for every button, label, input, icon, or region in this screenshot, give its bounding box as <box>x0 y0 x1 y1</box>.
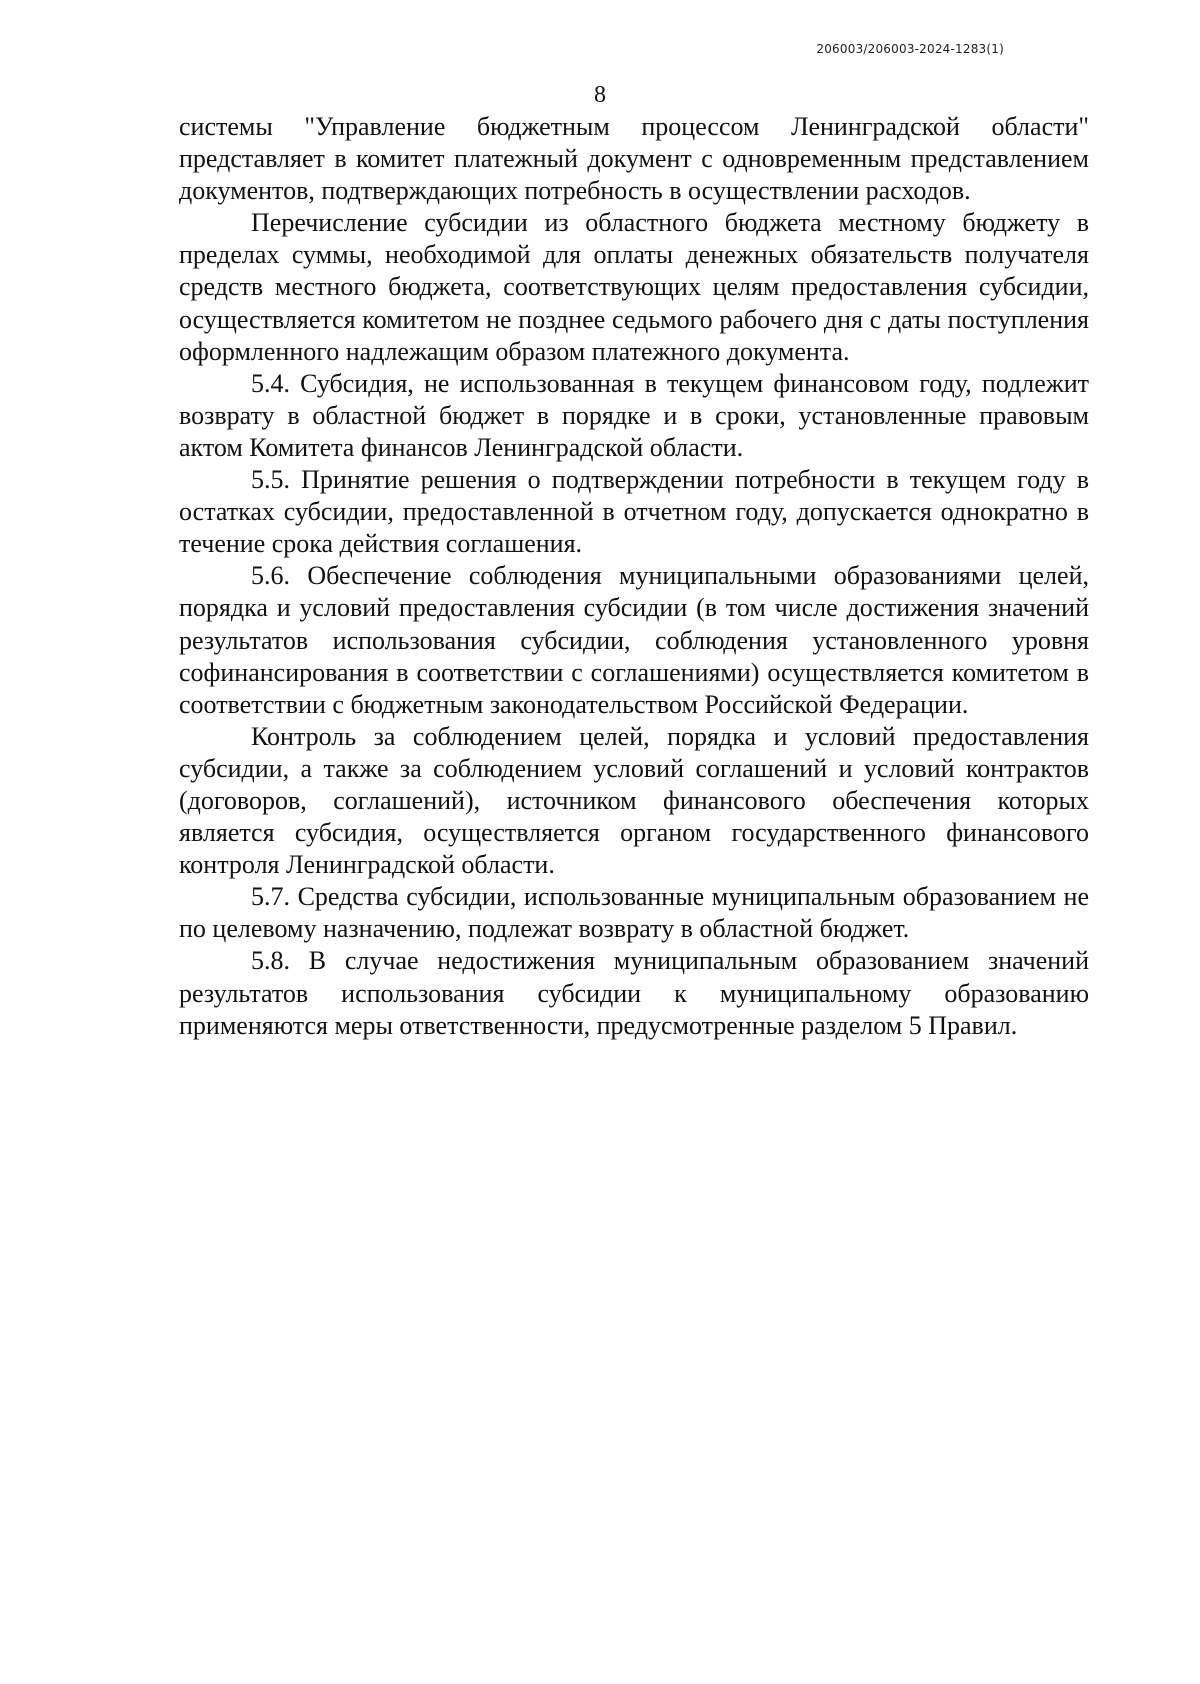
paragraph-5-7: 5.7. Средства субсидии, использованные муниципальным образованием не по целевому назначению, подлежат возврату в областной бюджет. <box>179 882 1089 944</box>
paragraph-5-6: 5.6. Обеспечение соблюдения муниципальными образованиями целей, порядка и условий предоставления субсидии (в том числе достижения значений результатов использования субсидии, соблюдения установленного уровня софинансирования в соответствии с соглашениями) осуществляется комитетом в соответствии с бюджетным законодательством Российской Федерации. <box>179 561 1089 719</box>
paragraph-5-4: 5.4. Субсидия, не использованная в текущем финансовом году, подлежит возврату в областной бюджет в порядке и в сроки, установленные правовым актом Комитета финансов Ленинградской области. <box>179 368 1089 462</box>
paragraph-continuation: системы "Управление бюджетным процессом Ленинградской области" представляет в комитет платежный документ с одновременным представлением документов, подтверждающих потребность в осуществлении расходов. <box>179 112 1089 206</box>
paragraph-control: Контроль за соблюдением целей, порядка и условий предоставления субсидии, а также за соблюдением условий соглашений и условий контрактов (договоров, соглашений), источником финансового обеспечения которых является субсидия, осуществляется органом государственного финансового контроля Ленинградской области. <box>179 721 1089 880</box>
document-body <box>179 111 1089 1042</box>
page-number: 8 <box>594 82 606 108</box>
paragraph-5-8: 5.8. В случае недостижения муниципальным образованием значений результатов использования субсидии к муниципальному образованию применяются меры ответственности, предусмотренные разделом 5 Правил. <box>179 946 1089 1040</box>
paragraph-5-5: 5.5. Принятие решения о подтверждении потребности в текущем году в остатках субсидии, предоставленной в отчетном году, допускается однократно в течение срока действия соглашения. <box>179 465 1089 559</box>
document-registration-number: 206003/206003-2024-1283(1) <box>816 42 1004 56</box>
paragraph-subsidy-transfer: Перечисление субсидии из областного бюджета местному бюджету в пределах суммы, необходимой для оплаты денежных обязательств получателя средств местного бюджета, соответствующих целям предоставления субсидии, осуществляется комитетом не позднее седьмого рабочего дня с даты поступления оформленного надлежащим образом платежного документа. <box>179 208 1089 366</box>
